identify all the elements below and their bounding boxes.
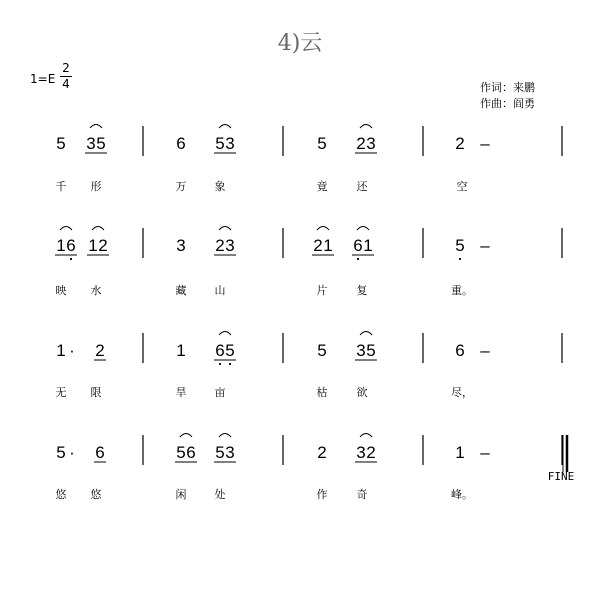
low-octave-dot [219, 363, 221, 365]
note: 1 [363, 236, 373, 255]
note: 2 [366, 443, 376, 462]
note: · [69, 443, 75, 462]
lyric: 悠 [55, 488, 67, 501]
song-title: 4)云 [277, 31, 323, 56]
note: 3 [225, 236, 235, 255]
lyric: 限 [90, 386, 102, 399]
low-octave-dot [459, 258, 461, 260]
note: 6 [215, 341, 225, 360]
note: 2 [455, 134, 465, 153]
lyric: 处 [214, 488, 226, 501]
note: 5 [96, 134, 106, 153]
lyric: 尽， [451, 386, 473, 399]
lyric: 映 [55, 284, 67, 297]
note: – [480, 341, 490, 360]
slur-arc [360, 332, 372, 336]
slur-arc [219, 125, 231, 129]
slur-arc [92, 227, 104, 231]
note: 2 [313, 236, 323, 255]
time-denominator: 4 [62, 77, 70, 91]
lyric: 空 [456, 180, 468, 193]
note: 5 [56, 443, 66, 462]
note: 5 [215, 134, 225, 153]
note: 5 [215, 443, 225, 462]
note: 3 [356, 443, 366, 462]
note: 3 [366, 134, 376, 153]
slur-arc [219, 434, 231, 438]
note: 1 [88, 236, 98, 255]
note: 5 [455, 236, 465, 255]
note: – [480, 236, 490, 255]
lyric: 枯 [316, 386, 328, 399]
note: 6 [353, 236, 363, 255]
note: · [69, 341, 75, 360]
note: 5 [366, 341, 376, 360]
lyricist-credit: 作词：来鹏 [480, 81, 535, 94]
lyric: 欲 [356, 386, 368, 399]
note: 5 [56, 134, 66, 153]
slur-arc [219, 332, 231, 336]
note: – [480, 443, 490, 462]
note: 5 [176, 443, 186, 462]
lyric: 亩 [214, 386, 226, 399]
slur-arc [317, 227, 329, 231]
note: 6 [186, 443, 196, 462]
fine-mark: FINE [547, 470, 575, 483]
lyric: 旱 [175, 386, 187, 399]
note: 5 [317, 134, 327, 153]
lyric: 奇 [356, 488, 368, 501]
note: 1 [56, 236, 66, 255]
lyric: 藏 [175, 284, 187, 297]
slur-arc [357, 227, 369, 231]
time-numerator: 2 [62, 61, 70, 75]
note: 3 [86, 134, 96, 153]
low-octave-dot [357, 258, 359, 260]
composer-credit: 作曲：阎勇 [480, 97, 535, 110]
note: 6 [66, 236, 76, 255]
low-octave-dot [229, 363, 231, 365]
lyric: 重。 [451, 284, 473, 297]
note: 2 [317, 443, 327, 462]
lyric: 悠 [90, 488, 102, 501]
note: 1 [176, 341, 186, 360]
note: 6 [95, 443, 105, 462]
note: 1 [455, 443, 465, 462]
lyric: 水 [90, 284, 102, 297]
note: 3 [225, 134, 235, 153]
slur-arc [219, 227, 231, 231]
note: 2 [98, 236, 108, 255]
note: 2 [95, 341, 105, 360]
note: 1 [323, 236, 333, 255]
note: 1 [56, 341, 66, 360]
lyric: 还 [356, 180, 368, 193]
slur-arc [90, 125, 102, 129]
slur-arc [360, 125, 372, 129]
slur-arc [60, 227, 72, 231]
note: 5 [317, 341, 327, 360]
note: 2 [356, 134, 366, 153]
note: 3 [225, 443, 235, 462]
lyric: 无 [55, 386, 67, 399]
note: 3 [176, 236, 186, 255]
note: 6 [455, 341, 465, 360]
key-label: 1=E [30, 72, 56, 86]
lyric: 峰。 [451, 488, 473, 501]
note: 2 [215, 236, 225, 255]
note: 6 [176, 134, 186, 153]
lyric: 千 [55, 180, 67, 193]
lyric: 片 [316, 284, 328, 297]
note: 3 [356, 341, 366, 360]
lyric: 复 [356, 284, 368, 297]
note: – [480, 134, 490, 153]
lyric: 形 [90, 180, 102, 193]
lyric: 万 [175, 180, 187, 193]
lyric: 作 [316, 488, 328, 501]
slur-arc [180, 434, 192, 438]
note: 5 [225, 341, 235, 360]
lyric: 竟 [316, 180, 328, 193]
lyric: 象 [214, 180, 226, 193]
slur-arc [360, 434, 372, 438]
low-octave-dot [70, 258, 72, 260]
lyric: 闲 [175, 488, 187, 501]
lyric: 山 [214, 284, 226, 297]
